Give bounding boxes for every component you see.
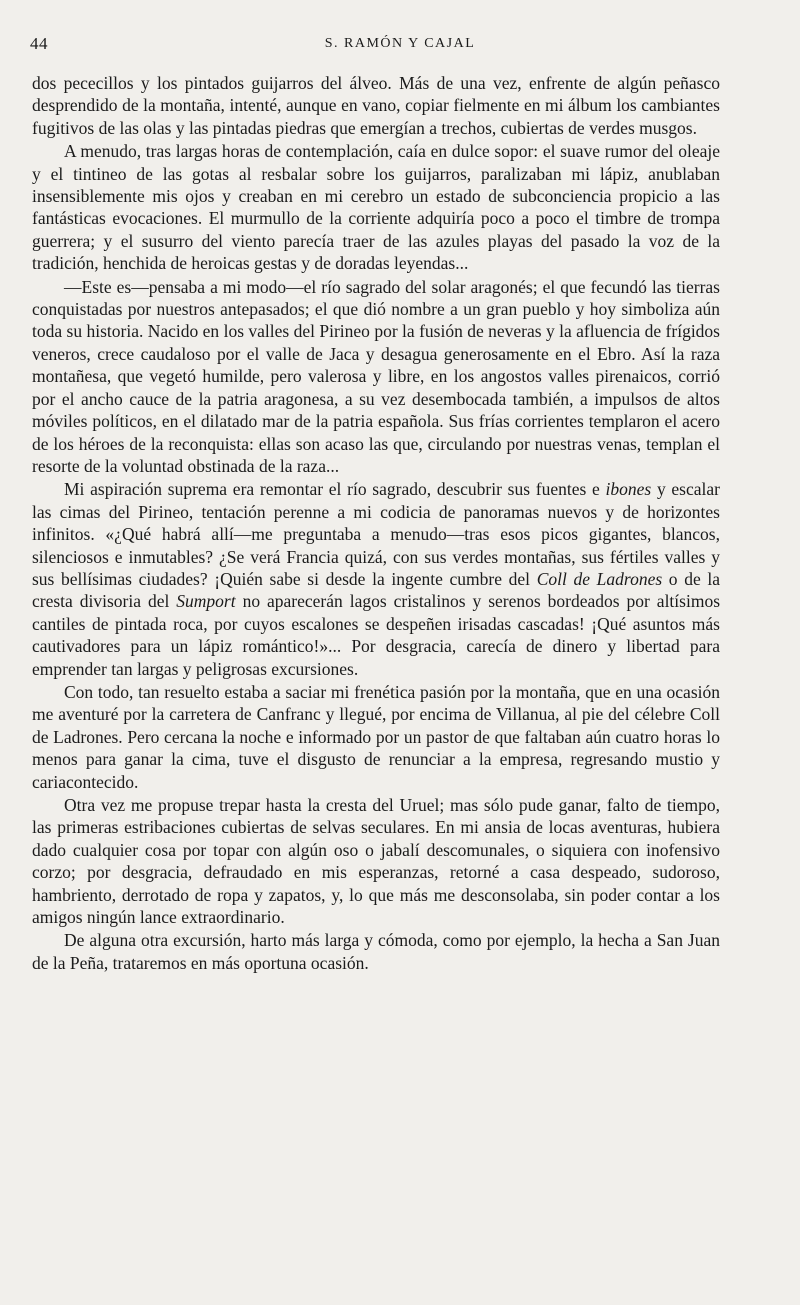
paragraph-text: y escalar las cimas del Pirineo, tentación perenne a mi codicia de panoramas nuevos y de horizontes infinitos. «¿Qué habrá allí—me preguntaba a menudo—tras esos picos gigantes, blancos, silenciosos e inmutables? ¿Se verá Francia quizá, con sus verdes montañas, sus fértiles valles y sus bellísimas ciudades? ¡Quién sabe si desde la ingente cumbre del	[32, 479, 720, 589]
paragraph-text: De alguna otra excursión, harto más larga y cómoda, como por ejemplo, la hecha a San Juan de la Peña, trataremos en más oportuna ocasión.	[32, 930, 720, 973]
paragraph-text: no aparecerán lagos cristalinos y serenos bordeados por altísimos cantiles de pintada roca, por cuyos escalones se despeñen irisadas cascadas! ¡Qué asuntos más cautivadores para un lápiz romántico!»... Por desgracia, carecía de dinero y libertad para emprender tan largas y peligrosas excursiones.	[32, 591, 720, 679]
paragraph	[32, 72, 720, 139]
paragraph	[32, 681, 720, 793]
paragraph-text: Mi aspiración suprema era remontar el río sagrado, descubrir sus fuentes e	[64, 479, 606, 500]
paragraph	[32, 929, 720, 974]
running-head: S. RAMÓN Y CAJAL	[324, 36, 476, 51]
italic-text: ibones	[605, 479, 652, 500]
body-text	[32, 72, 720, 974]
paragraph-text: Otra vez me propuse trepar hasta la cresta del Uruel; mas sólo pude ganar, falto de tiempo, las primeras estribaciones cubiertas de selvas seculares. En mi ansia de locas aventuras, hubiera dado cualquier cosa por topar con algún oso o jabalí descomunales, o siquiera con inofensivo corzo; por desgracia, defraudado en mis esperanzas, retorné a casa despeado, sudoroso, hambriento, derrotado de ropa y zapatos, y, lo que más me desconsolaba, sin poder contar a los amigos ningún lance extraordinario.	[32, 795, 720, 928]
paragraph-text: A menudo, tras largas horas de contemplación, caía en dulce sopor: el suave rumor del oleaje y el tintineo de las gotas al resbalar sobre los guijarros, paralizaban mi lápiz, anublaban insensiblemente mis ojos y creaban en mi cerebro un estado de subconciencia propicio a las fantásticas evocaciones. El murmullo de la corriente adquiría poco a poco el timbre de trompa guerrera; y el susurro del viento parecía traer de las azules playas del pasado la voz de la tradición, henchida de heroicas gestas y de doradas leyendas...	[32, 141, 720, 274]
paragraph	[32, 794, 720, 928]
paragraph	[32, 478, 720, 680]
italic-text: Coll de Ladrones	[536, 568, 663, 589]
paragraph-text: o de la cresta divisoria del	[32, 568, 721, 612]
paragraph-text: dos pececillos y los pintados guijarros del álveo. Más de una vez, enfrente de algún peñasco desprendido de la montaña, intenté, aunque en vano, copiar fielmente en mi álbum los cambiantes fugitivos de las olas y las pintadas piedras que emergían a trechos, cubiertas de verdes musgos.	[32, 73, 720, 138]
paragraph	[32, 140, 720, 274]
page-number: 44	[30, 34, 48, 53]
italic-text: Sumport	[176, 591, 236, 612]
paragraph-text: —Este es—pensaba a mi modo—el río sagrado del solar aragonés; el que fecundó las tierras conquistadas por nuestros antepasados; el que dió nombre a un gran pueblo y hoy simboliza aún toda su historia. Nacido en los valles del Pirineo por la fusión de neveras y la afluencia de frígidos veneros, crece caudaloso por el valle de Jaca y desagua generosamente en el Ebro. Así la raza montañesa, que vegetó humilde, pero valerosa y libre, en los angostos valles pirenaicos, corrió por el ancho cauce de la patria aragonesa, a su vez desembocada también, a impulsos de altos móviles políticos, en el dilatado mar de la patria española. Sus frías corrientes templaron el acero de los héroes de la reconquista: ellas son acaso las que, circulando por nuestras venas, templan el resorte de la voluntad obstinada de la raza...	[32, 276, 720, 476]
paragraph-text: Con todo, tan resuelto estaba a saciar mi frenética pasión por la montaña, que en una ocasión me aventuré por la carretera de Canfranc y llegué, por encima de Villanua, al pie del célebre Coll de Ladrones. Pero cercana la noche e informado por un pastor de que faltaban aún cuatro horas lo menos para ganar la cima, tuve el disgusto de renunciar a la empresa, regresando mustio y cariacontecido.	[32, 681, 720, 792]
paragraph	[32, 276, 720, 478]
